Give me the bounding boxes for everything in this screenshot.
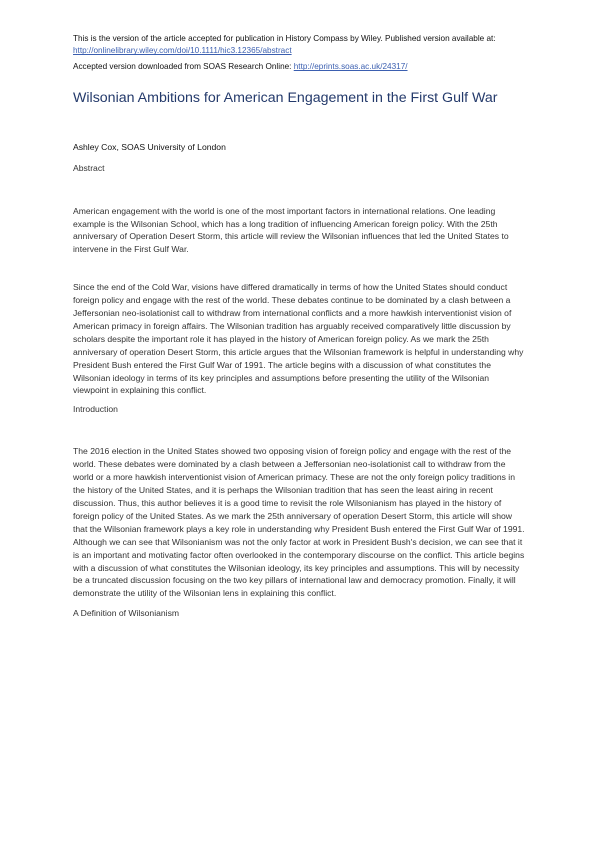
publication-notice-text: This is the version of the article accepted for publication in History Compass by Wiley. Published version available at: <box>73 34 496 43</box>
document-page <box>73 33 525 619</box>
download-notice-text: Accepted version downloaded from SOAS Research Online: <box>73 62 294 72</box>
author-line: Ashley Cox, SOAS University of London <box>73 141 226 152</box>
soas-research-online-link[interactable]: http://eprints.soas.ac.uk/24317/ <box>293 62 408 72</box>
download-notice <box>73 61 525 73</box>
abstract-paragraph-2: Since the end of the Cold War, visions have differed dramatically in terms of how the United States should conduct foreign policy and engage with the rest of the world. These debates continue to be dominated by a clash between a Jeffersonian neo-isolationist call to withdraw from international conflicts and a more hawkish interventionist vision of American primacy in foreign affairs. The Wilsonian tradition has arguably received comparatively little discussion by scholars despite the important role it has played in the history of American foreign policy. As we mark the 25th anniversary of operation Desert Storm, this article argues that the Wilsonian framework is helpful in understanding why President Bush entered the First Gulf War of 1991. The article begins with a discussion of what constitutes the Wilsonian ideology in terms of its key principles and assumptions before presenting the utility of the Wilsonian viewpoint in explaining this conflict. <box>73 282 524 396</box>
publication-notice <box>73 33 525 57</box>
published-version-link[interactable]: http://onlinelibrary.wiley.com/doi/10.1111/hic3.12365/abstract <box>73 46 292 56</box>
abstract-heading: Abstract <box>73 162 105 173</box>
introduction-heading: Introduction <box>73 404 118 415</box>
article-title: Wilsonian Ambitions for American Engagement in the First Gulf War <box>73 89 498 106</box>
definition-heading: A Definition of Wilsonianism <box>73 608 180 619</box>
introduction-paragraph: The 2016 election in the United States showed two opposing vision of foreign policy and engage with the rest of the world. These debates were dominated by a clash between a Jeffersonian neo-isolationist call to withdraw from the world or a more hawkish interventionist vision of American primacy. These are not the only foreign policy traditions in the history of the United States, and it is perhaps the Wilsonian tradition that has seen the least airing in recent discussion. Thus, this author believes it is a good time to revisit the role Wilsonianism has played in the history of foreign policy of the United States. As we mark the 25th anniversary of operation Desert Storm, this article will show that the Wilsonian framework plays a key role in understanding why President Bush entered the First Gulf War of 1991. Although we can see that Wilsonianism was not the only factor at work in President Bush's decision, we can see that it is an important and motivating factor often overlooked in the contemporary discourse on the conflict. This article begins with a discussion of what constitutes the Wilsonian ideology, its key principles and assumptions. This will by necessity be a truncated discussion focusing on the two key pillars of international law and democracy promotion. Finally, it will demonstrate the utility of the Wilsonian lens in explaining this conflict. <box>73 446 525 599</box>
abstract-paragraph-1: American engagement with the world is one of the most important factors in international relations. One leading example is the Wilsonian School, which has a long tradition of influencing American foreign policy. With the 25th anniversary of Operation Desert Storm, this article will review the Wilsonian influences that led the United States to intervene in the First Gulf War. <box>73 205 509 255</box>
